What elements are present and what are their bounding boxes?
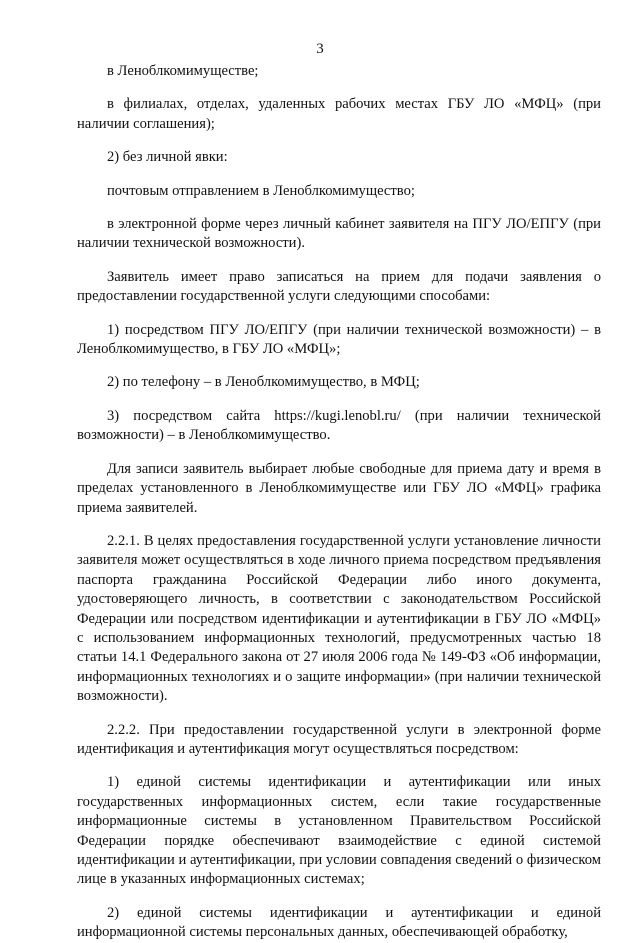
- paragraph: Заявитель имеет право записаться на прием для подачи заявления о предоставлении государственной услуги следующими способами:: [77, 268, 601, 305]
- paragraph: в электронной форме через личный кабинет заявителя на ПГУ ЛО/ЕПГУ (при наличии технической возможности).: [77, 216, 601, 252]
- paragraph: 2) по телефону – в Леноблкомимущество, в МФЦ;: [107, 374, 420, 391]
- paragraph: 1) единой системы идентификации и аутентификации или иных государственных информационных систем, если такие государственные информационные системы в установленном Правительством Российской Федерации порядке обеспечивают взаимодействие с единой системой идентификации и аутентификации, при условии совпадения сведений о физическом лице в указанных информационных системах;: [77, 774, 601, 888]
- paragraph: 2.2.2. При предоставлении государственной услуги в электронной форме идентификация и аутентификация могут осуществляться посредством:: [77, 721, 601, 757]
- paragraph: в филиалах, отделах, удаленных рабочих местах ГБУ ЛО «МФЦ» (при наличии соглашения);: [77, 96, 601, 132]
- paragraph: 3) посредством сайта https://kugi.lenobl.ru/ (при наличии технической возможности) – в Леноблкомимущество.: [77, 407, 601, 444]
- paragraph: 1) посредством ПГУ ЛО/ЕПГУ (при наличии технической возможности) – в Леноблкомимущество, в ГБУ ЛО «МФЦ»;: [77, 321, 601, 358]
- page-number: 3: [316, 41, 324, 57]
- paragraph: 2.2.1. В целях предоставления государственной услуги установление личности заявителя может осуществляться в ходе личного приема посредством предъявления паспорта гражданина Российской Федерации либо иного документа, удостоверяющего личность, в соответствии с законодательством Российской Федерации или посредством идентификации и аутентификации в ГБУ ЛО «МФЦ» с использованием информационных технологий, предусмотренных частью 18 статьи 14.1 Федерального закона от 27 июля 2006 года № 149-ФЗ «Об информации, информационных технологиях и о защите информации» (при наличии технической возможности).: [77, 532, 601, 705]
- body-text: [77, 62, 601, 943]
- paragraph: 2) единой системы идентификации и аутентификации и единой информационной системы персональных данных, обеспечивающей обработку,: [77, 904, 601, 941]
- paragraph: 2) без личной явки:: [107, 149, 228, 166]
- paragraph: почтовым отправлением в Леноблкомимущество;: [107, 182, 415, 199]
- paragraph: Для записи заявитель выбирает любые свободные для приема дату и время в пределах установленного в Леноблкомимуществе или ГБУ ЛО «МФЦ» графика приема заявителей.: [77, 460, 601, 516]
- paragraph: в Леноблкомимуществе;: [107, 63, 259, 79]
